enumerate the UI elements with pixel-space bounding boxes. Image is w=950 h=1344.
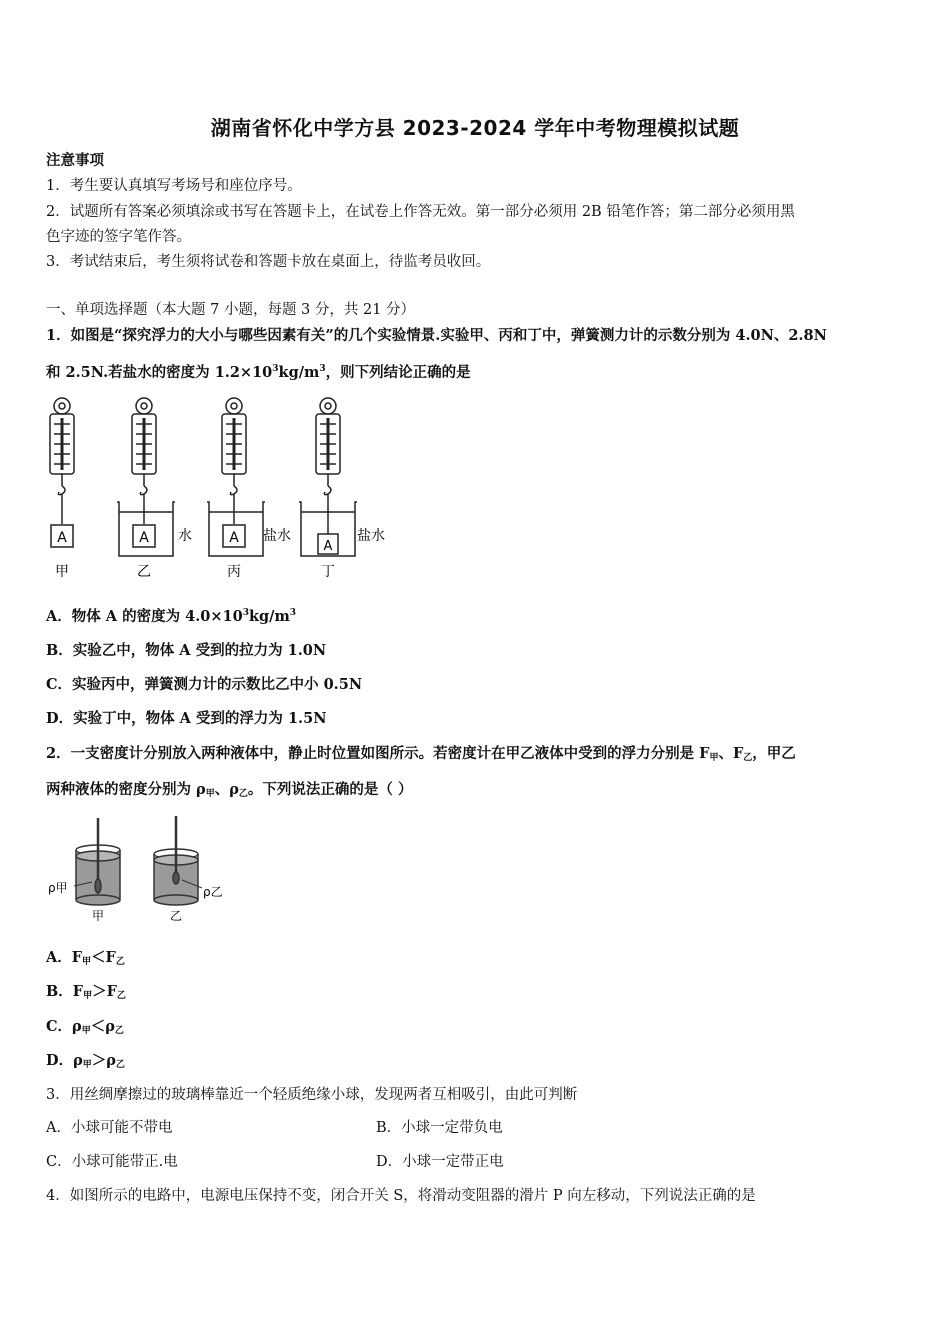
spring-scale-diagram: [40, 394, 400, 584]
section-heading: 一、单项选择题（本大题 7 小题，每题 3 分，共 21 分）: [46, 302, 416, 318]
notice-item-2: 2．试题所有答案必须填涂或书写在答题卡上，在试卷上作答无效。第一部分必须用 2B 铅笔作答；第二部分必须用黑: [46, 204, 795, 220]
q2-stem-line1: 2．一支密度计分别放入两种液体中，静止时位置如图所示。若密度计在甲乙液体中受到的浮力分别是 $F_甲$、$F_乙$，甲乙: [46, 745, 796, 763]
q4-stem: 4．如图所示的电路中，电源电压保持不变，闭合开关 S，将滑动变阻器的滑片 P 向左移动，下列说法正确的是: [46, 1188, 756, 1204]
q1-option-b: B．实验乙中，物体 A 受到的拉力为 1.0N: [46, 642, 327, 659]
q1-option-d: D．实验丁中，物体 A 受到的浮力为 1.5N: [46, 710, 327, 727]
q3-option-c: C．小球可能带正.电: [46, 1154, 178, 1170]
q1-option-a: A．物体 A 的密度为 $4.0\times 10^3kg/m^3$: [46, 608, 297, 625]
q3-stem: 3．用丝绸摩擦过的玻璃棒靠近一个轻质绝缘小球，发现两者互相吸引，由此可判断: [46, 1087, 578, 1103]
block-label-yi: A: [139, 530, 149, 546]
notice-item-3: 3．考试结束后，考生须将试卷和答题卡放在桌面上，待监考员收回。: [46, 254, 491, 270]
notice-heading: 注意事项: [46, 152, 104, 169]
q2-option-c: C．$\rho_甲<\rho_乙$: [46, 1018, 124, 1036]
q3-option-a: A．小球可能不带电: [46, 1120, 173, 1136]
liquid-label-water: 水: [178, 528, 192, 544]
spring-scale-ding: [299, 398, 357, 556]
beaker-yi: [154, 816, 202, 905]
liquid-label-salt-1: 盐水: [263, 528, 291, 544]
caption-yi: 乙: [169, 909, 183, 923]
q1-stem-line2: 和 2.5N.若盐水的密度为 $1.2\times 10^3kg/m^3$，则下列结论正确的是: [46, 364, 471, 381]
rho-label-yi: ρ乙: [203, 885, 223, 899]
caption-bing: 丙: [227, 564, 241, 580]
q3-option-b: B．小球一定带负电: [376, 1120, 503, 1136]
spring-scale-jia: [50, 398, 74, 547]
liquid-label-salt-2: 盐水: [357, 528, 385, 544]
q2-figure: [46, 812, 236, 927]
q1-option-c: C．实验丙中，弹簧测力计的示数比乙中小 0.5N: [46, 676, 363, 693]
q2-option-b: B．$F_甲>F_乙$: [46, 983, 126, 1001]
caption-jia: 甲: [91, 909, 105, 923]
caption-ding: 丁: [321, 564, 335, 580]
q2-option-a: A．$F_甲<F_乙$: [46, 949, 125, 967]
notice-item-2-cont: 色字迹的签字笔作答。: [46, 229, 191, 245]
block-label-jia: A: [57, 530, 67, 546]
beaker-jia: [74, 818, 120, 905]
q3-option-d: D．小球一定带正电: [376, 1154, 504, 1170]
rho-label-jia: ρ甲: [48, 881, 68, 895]
block-label-bing: A: [229, 530, 239, 546]
hydrometer-diagram: [46, 812, 236, 927]
caption-jia: 甲: [55, 564, 69, 580]
q1-figure: [40, 394, 400, 584]
page-title: 湖南省怀化中学方县 2023-2024 学年中考物理模拟试题: [210, 116, 740, 140]
q2-stem-line2: 两种液体的密度分别为 $\rho_甲$、$\rho_乙$。下列说法正确的是（ ）: [46, 781, 413, 799]
caption-yi: 乙: [137, 564, 151, 580]
q2-option-d: D．$\rho_甲>\rho_乙$: [46, 1052, 125, 1070]
notice-item-1: 1．考生要认真填写考场号和座位序号。: [46, 178, 302, 194]
q1-stem-line1: 1．如图是“探究浮力的大小与哪些因素有关”的几个实验情景.实验甲、丙和丁中，弹簧测力计的示数分别为 4.0N、2.8N: [46, 327, 827, 344]
block-label-ding: A: [323, 539, 333, 554]
